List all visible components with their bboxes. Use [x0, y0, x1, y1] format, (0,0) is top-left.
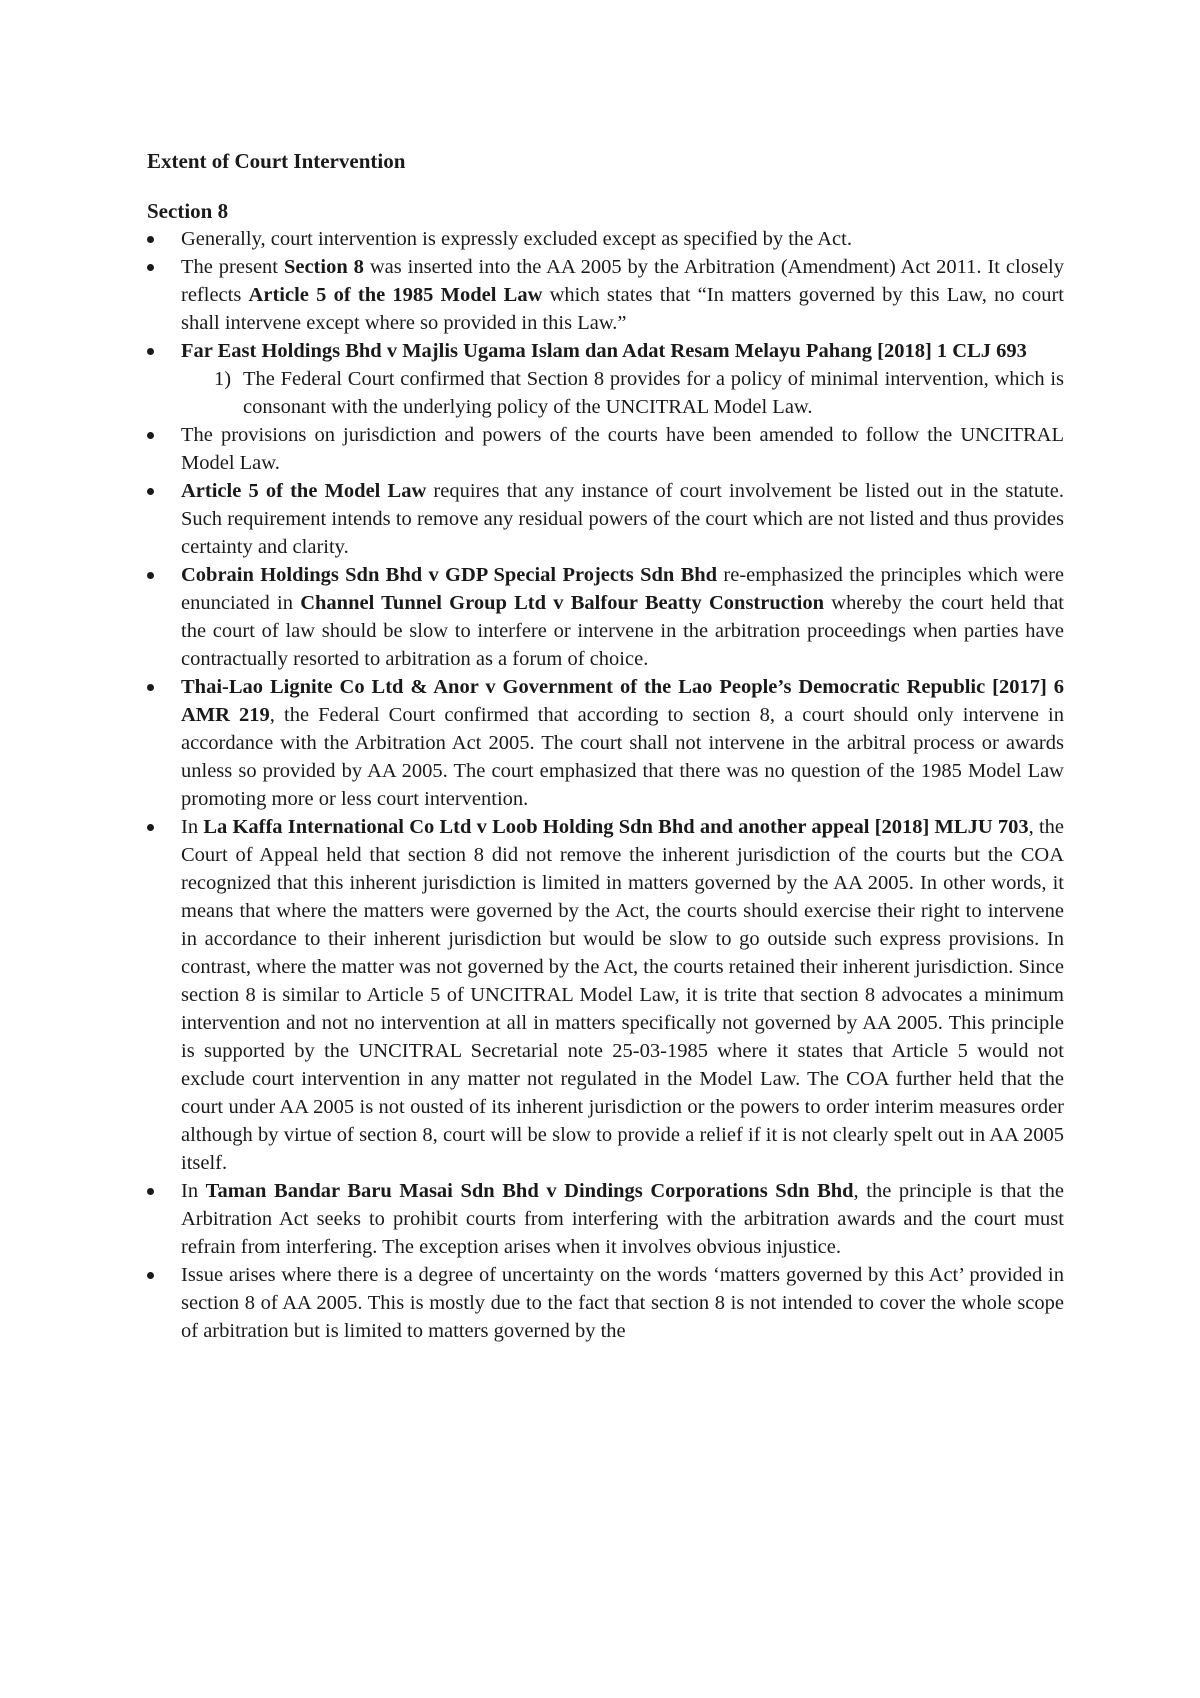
case-citation: Thai-Lao Lignite Co Ltd & Anor v Government of the Lao People’s Democratic Republic [2017] 6 AMR 219: [181, 676, 1064, 726]
bullet-icon: [147, 348, 154, 355]
sub-list: [181, 365, 1064, 421]
document-title: Extent of Court Intervention: [147, 149, 406, 173]
bullet-icon: [147, 824, 154, 831]
bold-reference: Article 5 of the 1985 Model Law: [248, 284, 543, 306]
bullet-icon: [147, 236, 154, 243]
sub-list-number: 1): [214, 368, 232, 390]
list-item: Thai-Lao Lignite Co Ltd & Anor v Government of the Lao People’s Democratic Republic [2017] 6 AMR 219, the Federal Court confirmed that according to section 8, a court should only intervene in accordance with the Arbitration Act 2005. The court shall not intervene in the arbitral process or awards unless so provided by AA 2005. The court emphasized that there was no question of the 1985 Model Law promoting more or less court intervention.: [147, 673, 1064, 813]
sub-list-item: 1) The Federal Court confirmed that Section 8 provides for a policy of minimal intervention, which is consonant with the underlying policy of the UNCITRAL Model Law.: [181, 365, 1064, 421]
bullet-icon: [147, 432, 154, 439]
list-item: [147, 337, 1064, 421]
bullet-list: [147, 225, 1064, 1345]
case-citation: La Kaffa International Co Ltd v Loob Holding Sdn Bhd and another appeal [2018] MLJU 703: [203, 816, 1029, 838]
list-item: In Taman Bandar Baru Masai Sdn Bhd v Dindings Corporations Sdn Bhd, the principle is that the Arbitration Act seeks to prohibit courts from interfering with the arbitration awards and the court must refrain from interfering. The exception arises when it involves obvious injustice.: [147, 1177, 1064, 1261]
list-item: Article 5 of the Model Law requires that any instance of court involvement be listed out in the statute. Such requirement intends to remove any residual powers of the court which are not listed and thus provides certainty and clarity.: [147, 477, 1064, 561]
list-item: Issue arises where there is a degree of uncertainty on the words ‘matters governed by this Act’ provided in section 8 of AA 2005. This is mostly due to the fact that section 8 is not intended to cover the whole scope of arbitration but is limited to matters governed by the: [147, 1261, 1064, 1345]
bullet-icon: [147, 572, 154, 579]
case-citation: Far East Holdings Bhd v Majlis Ugama Islam dan Adat Resam Melayu Pahang [2018] 1 CLJ 693: [181, 340, 1027, 362]
list-item: Cobrain Holdings Sdn Bhd v GDP Special Projects Sdn Bhd re-emphasized the principles which were enunciated in Channel Tunnel Group Ltd v Balfour Beatty Construction whereby the court held that the court of law should be slow to interfere or intervene in the arbitration proceedings when parties have contractually resorted to arbitration as a forum of choice.: [147, 561, 1064, 673]
bullet-icon: [147, 1188, 154, 1195]
list-item: The provisions on jurisdiction and powers of the courts have been amended to follow the UNCITRAL Model Law.: [147, 421, 1064, 477]
list-item: The present Section 8 was inserted into the AA 2005 by the Arbitration (Amendment) Act 2011. It closely reflects Article 5 of the 1985 Model Law which states that “In matters governed by this Law, no court shall intervene except where so provided in this Law.”: [147, 253, 1064, 337]
list-item: In La Kaffa International Co Ltd v Loob Holding Sdn Bhd and another appeal [2018] MLJU 703, the Court of Appeal held that section 8 did not remove the inherent jurisdiction of the courts but the COA recognized that this inherent jurisdiction is limited in matters governed by the AA 2005. In other words, it means that where the matters were governed by the Act, the courts should exercise their right to intervene in accordance to their inherent jurisdiction but would be slow to go outside such express provisions. In contrast, where the matter was not governed by the Act, the courts retained their inherent jurisdiction. Since section 8 is similar to Article 5 of UNCITRAL Model Law, it is trite that section 8 advocates a minimum intervention and not no intervention at all in matters specifically not governed by AA 2005. This principle is supported by the UNCITRAL Secretarial note 25-03-1985 where it states that Article 5 would not exclude court intervention in any matter not regulated in the Model Law. The COA further held that the court under AA 2005 is not ousted of its inherent jurisdiction or the powers to order interim measures order although by virtue of section 8, court will be slow to provide a relief if it is not clearly spelt out in AA 2005 itself.: [147, 813, 1064, 1177]
bullet-icon: [147, 264, 154, 271]
case-citation: Taman Bandar Baru Masai Sdn Bhd v Dindings Corporations Sdn Bhd: [205, 1180, 854, 1202]
case-citation: Channel Tunnel Group Ltd v Balfour Beatty Construction: [300, 592, 825, 614]
section-heading: Section 8: [147, 199, 229, 223]
bold-reference: Article 5 of the Model Law: [181, 480, 427, 502]
case-citation: Cobrain Holdings Sdn Bhd v GDP Special Projects Sdn Bhd: [181, 564, 718, 586]
bullet-icon: [147, 488, 154, 495]
bullet-icon: [147, 684, 154, 691]
list-item: Generally, court intervention is expressly excluded except as specified by the Act.: [147, 225, 1064, 253]
bold-reference: Section 8: [283, 256, 364, 278]
bullet-icon: [147, 1272, 154, 1279]
